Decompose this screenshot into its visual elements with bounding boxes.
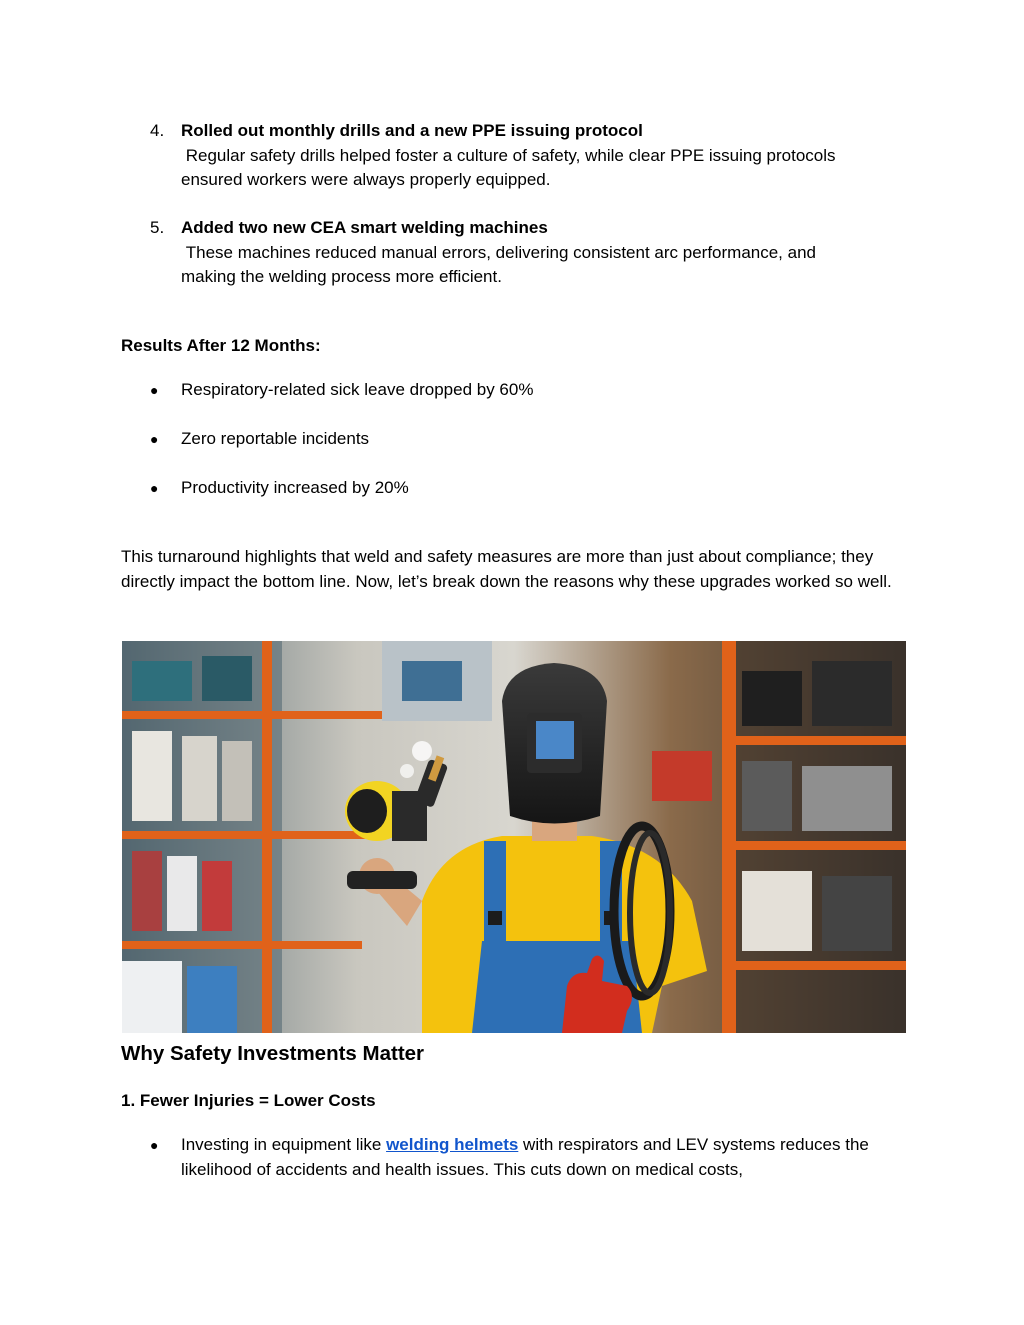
results-heading: Results After 12 Months: (121, 336, 321, 355)
list-item-text: Productivity increased by 20% (181, 478, 409, 497)
welding-helmets-link[interactable]: welding helmets (386, 1135, 519, 1154)
numbered-item (121, 216, 911, 290)
bullet-icon: ● (150, 480, 159, 496)
bullet-icon: ● (150, 382, 159, 398)
list-item-text: Respiratory-related sick leave dropped by 60% (181, 380, 534, 399)
item-title: Added two new CEA smart welding machines (181, 218, 548, 237)
list-item-text: Zero reportable incidents (181, 429, 370, 448)
summary-paragraph: This turnaround highlights that weld and safety measures are more than just about compliance; they directly impact the bottom line. Now, let’s break down the reasons why these upgrades worked so well. (121, 547, 892, 591)
bullet-icon: ● (150, 431, 159, 447)
list-item (121, 378, 911, 403)
item-title: Rolled out monthly drills and a new PPE issuing protocol (181, 121, 643, 140)
numbered-item (121, 119, 911, 193)
welder-store-photo (122, 641, 906, 1033)
list-item-text (181, 1133, 911, 1182)
item-description: These machines reduced manual errors, delivering consistent arc performance, and making the welding process more efficient. (181, 242, 816, 286)
bullet-icon: ● (150, 1137, 159, 1153)
section-heading: Why Safety Investments Matter (121, 1042, 425, 1065)
bullet-text-prefix: Investing in equipment like (181, 1135, 387, 1154)
item-number: 4. (150, 121, 165, 140)
section-subheading: 1. Fewer Injuries = Lower Costs (121, 1091, 376, 1110)
list-item (121, 427, 911, 452)
bullet-text-suffix: with respirators and LEV systems reduces the likelihood of accidents and health issues. This cuts down on medical costs, (181, 1135, 869, 1179)
photo-illustration (122, 641, 906, 1033)
item-description: Regular safety drills helped foster a culture of safety, while clear PPE issuing protocols ensured workers were always properly equipped. (181, 145, 836, 189)
item-number: 5. (150, 218, 165, 237)
list-item (121, 1133, 911, 1182)
list-item (121, 476, 911, 501)
